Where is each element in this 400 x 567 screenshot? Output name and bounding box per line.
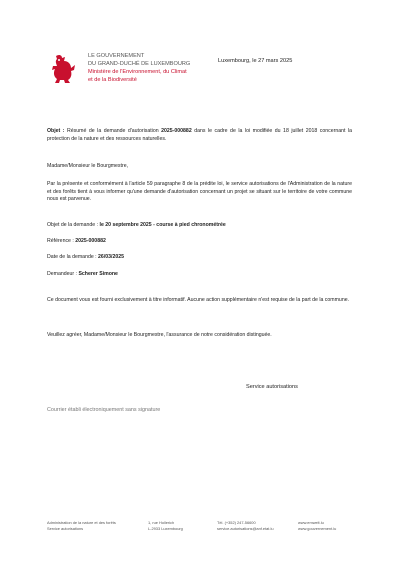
request-object-line xyxy=(47,222,352,230)
signature-service: Service autorisations xyxy=(246,384,298,390)
footer-website-2[interactable]: www.gouvernement.lu xyxy=(298,526,337,532)
coat-of-arms-lion-icon xyxy=(47,52,81,86)
footer-email[interactable]: service.autorisations@anf.etat.lu xyxy=(217,526,274,532)
ministry-line-1: Ministère de l'Environnement, du Climat xyxy=(88,69,187,76)
footer-col-4 xyxy=(298,520,336,533)
salutation: Madame/Monsieur le Bourgmestre, xyxy=(47,163,129,169)
footer-col-3 xyxy=(217,520,274,533)
footer-admin: Administration de la nature et des forêts xyxy=(47,520,116,525)
ministry-line-2: et de la Biodiversité xyxy=(88,77,137,84)
request-date-value: 26/03/2025 xyxy=(98,254,125,260)
object-text-2: dans le cadre de la loi modifiée du 18 juillet 2018 concernant la protection de la nature et des ressources naturelles. xyxy=(47,128,352,142)
footer-col-2 xyxy=(148,520,183,533)
footer-website-1[interactable]: www.emwelt.lu xyxy=(298,520,324,525)
info-note: Ce document vous est fourni exclusivement à titre informatif. Aucune action supplémentaire n'est requise de la part de la commune. xyxy=(47,297,350,303)
footer-street: 1, rue Hollerich xyxy=(148,520,175,525)
request-object-label: Objet de la demande : xyxy=(47,222,100,228)
request-object-value: le 20 septembre 2025 - course à pied chronométrée xyxy=(99,222,226,228)
reference-label: Référence : xyxy=(47,238,76,244)
electronic-note: Courrier établi électroniquement sans signature xyxy=(47,407,161,413)
object-paragraph xyxy=(47,128,352,143)
closing-formula: Veuillez agréer, Madame/Monsieur le Bourgmestre, l'assurance de notre considération distinguée. xyxy=(47,332,272,338)
object-label: Objet : xyxy=(47,128,65,134)
applicant-value: Scherer Simone xyxy=(78,271,118,277)
reference-line xyxy=(47,238,352,246)
footer-phone: Tél. (+352) 247-56600 xyxy=(217,520,256,525)
intro-paragraph: Par la présente et conformément à l'article 59 paragraphe 8 de la prédite loi, le service autorisations de l'Administration de la nature et des forêts tient à vous informer qu'une demande d'autorisation concernant un projet se situant sur le territoire de votre commune nous est parvenue. xyxy=(47,181,352,203)
applicant-line xyxy=(47,271,352,279)
footer-col-1 xyxy=(47,520,116,533)
reference-value: 2025-000882 xyxy=(75,238,106,244)
object-reference: 2025-000882 xyxy=(161,128,192,134)
footer-service: Service autorisations xyxy=(47,526,84,532)
gov-line-1: LE GOUVERNEMENT xyxy=(88,53,145,59)
letter-date: Luxembourg, le 27 mars 2025 xyxy=(218,58,293,64)
object-text-1: Résumé de la demande d'autorisation xyxy=(64,128,162,134)
request-date-line xyxy=(47,254,352,262)
gov-line-2: DU GRAND-DUCHÉ DE LUXEMBOURG xyxy=(88,61,191,68)
footer-city: L-2933 Luxembourg xyxy=(148,526,183,532)
applicant-label: Demandeur : xyxy=(47,271,79,277)
request-date-label: Date de la demande : xyxy=(47,254,99,260)
government-header xyxy=(88,52,190,84)
